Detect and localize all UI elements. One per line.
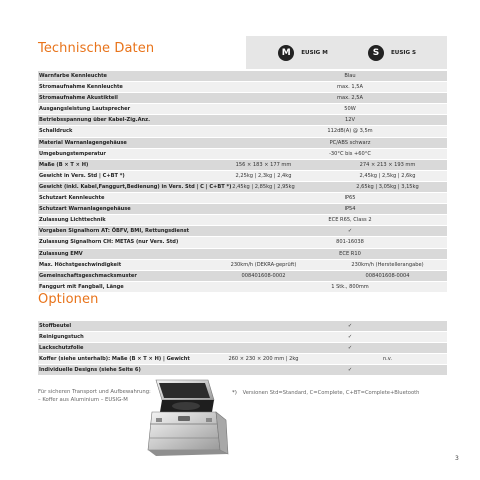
row-value: 1 Stk., 800mm — [331, 283, 369, 290]
option-row — [38, 321, 447, 332]
row-value: ✓ — [347, 334, 353, 341]
page-number: 3 — [455, 455, 459, 462]
option-row — [38, 354, 447, 365]
row-label: Schutzart Kennleuchte — [39, 195, 105, 202]
model-m-logo-icon: M — [278, 45, 294, 61]
row-value: PC/ABS schwarz — [329, 139, 371, 146]
row-label: Stromaufnahme Akustikteil — [39, 95, 118, 102]
footnote-text: Versionen Std=Standard, C=Complete, C+BT=Complete+Bluetooth — [242, 390, 420, 396]
row-value-s: 008401608-0004 — [365, 272, 410, 279]
row-value: max. 1,5A — [337, 84, 363, 91]
row-value: ✓ — [347, 323, 353, 329]
row-value-s: 2,45kg | 2,5kg | 2,6kg — [359, 172, 416, 179]
spec-row — [38, 149, 447, 160]
spec-row — [38, 115, 447, 126]
row-value: 801-16038 — [336, 239, 364, 246]
spec-row — [38, 71, 447, 82]
row-value: ✓ — [347, 345, 353, 352]
row-label: Koffer (siehe unterhalb): Maße (B × T × H) | Gewicht — [39, 356, 190, 363]
row-label: Gewicht (inkl. Kabel,Fanggurt,Bedienung) in Vers. Std | C | C+BT *) — [39, 183, 232, 190]
row-value-m: 230km/h (DEKRA-geprüft) — [230, 261, 297, 268]
specs-table — [38, 71, 447, 293]
row-label: Ausgangsleistung Lautsprecher — [39, 106, 131, 113]
row-value: 12V — [345, 117, 355, 124]
spec-row — [38, 82, 447, 93]
row-value: 112dB(A) @ 3,5m — [327, 128, 373, 135]
model-m-name: EUSIG M — [301, 49, 328, 56]
row-label: Gewicht in Vers. Std | C+BT *) — [39, 172, 125, 179]
model-s-logo-icon: S — [368, 45, 384, 61]
spec-row — [38, 193, 447, 204]
spec-row — [38, 237, 447, 248]
row-label: Schalldruck — [39, 128, 73, 135]
row-value: ECE R10 — [339, 250, 361, 257]
row-value: max. 2,5A — [337, 95, 363, 102]
footnote-mark: *) — [232, 390, 237, 396]
spec-row — [38, 126, 447, 137]
spec-row — [38, 215, 447, 226]
section-title-technical-data: Technische Daten — [38, 41, 155, 56]
row-value-m: 008401608-0002 — [241, 272, 286, 279]
option-row — [38, 332, 447, 343]
row-label: Zulassung Lichttechnik — [39, 217, 106, 224]
model-header-s — [337, 36, 447, 69]
row-value-m: 260 × 230 × 200 mm | 2kg — [228, 356, 299, 363]
row-label: Lackschutzfolie — [39, 345, 84, 352]
row-label: Individuelle Designs (siehe Seite 6) — [39, 367, 141, 374]
row-label: Fanggurt mit Fangball, Länge — [39, 283, 124, 290]
footnote — [232, 390, 419, 396]
row-value-m: 2,45kg | 2,85kg | 2,95kg — [232, 183, 295, 190]
row-value-s: 230km/h (Herstellerangabe) — [351, 261, 424, 268]
spec-row — [38, 138, 447, 149]
row-label: Zulassung Signalhorn CH: METAS (nur Vers. Std) — [39, 239, 179, 246]
row-value-m: 156 × 183 × 177 mm — [235, 161, 292, 168]
row-value-m: 2,25kg | 2,3kg | 2,4kg — [235, 172, 292, 179]
caption-line-1: Für sicheren Transport und Aufbewahrung: — [38, 389, 151, 395]
option-row — [38, 365, 447, 376]
row-label: Gemeinschaftsgeschmacksmuster — [39, 272, 137, 279]
row-label: Reinigungstuch — [39, 334, 84, 341]
spec-row — [38, 282, 447, 293]
row-value-s: 2,65kg | 3,05kg | 3,15kg — [356, 183, 419, 190]
row-value: Blau — [344, 73, 356, 79]
spec-row — [38, 271, 447, 282]
spec-row — [38, 182, 447, 193]
case-caption — [38, 389, 151, 404]
row-value: ECE R65, Class 2 — [328, 217, 372, 224]
aluminium-case-image — [142, 378, 230, 460]
option-row — [38, 343, 447, 354]
options-table — [38, 321, 447, 376]
row-value: 50W — [344, 106, 356, 113]
row-value: ✓ — [347, 367, 353, 374]
spec-row — [38, 260, 447, 271]
section-title-options: Optionen — [38, 292, 99, 307]
spec-row — [38, 104, 447, 115]
row-value: IP54 — [344, 206, 356, 213]
row-value-s: 274 × 213 × 193 mm — [359, 161, 416, 168]
row-label: Stoffbeutel — [39, 323, 72, 329]
caption-line-2: – Koffer aus Aluminium – EUSIG-M — [38, 396, 128, 403]
row-label: Maße (B × T × H) — [39, 161, 89, 168]
spec-row — [38, 249, 447, 260]
row-value: -30°C bis +60°C — [329, 150, 371, 157]
model-s-name: EUSIG S — [390, 49, 417, 56]
row-label: Umgebungstemperatur — [39, 150, 106, 157]
row-label: Betriebsspannung über Kabel-Zig.Anz. — [39, 117, 151, 124]
row-label: Stromaufnahme Kennleuchte — [39, 84, 123, 91]
row-value-s: n.v. — [382, 356, 393, 363]
row-label: Material Warnanlagengehäuse — [39, 139, 127, 146]
spec-row — [38, 226, 447, 237]
row-label: Vorgaben Signalhorn AT: ÖBFV, BMI, Rettungsdienst — [39, 228, 190, 235]
row-value: ✓ — [347, 228, 353, 235]
row-label: Max. Höchstgeschwindigkeit — [39, 261, 122, 268]
row-value: IP65 — [344, 195, 356, 202]
spec-row — [38, 204, 447, 215]
row-label: Schutzart Warnanlagengehäuse — [39, 206, 131, 213]
row-label: Warnfarbe Kennleuchte — [39, 73, 107, 79]
spec-row — [38, 171, 447, 182]
row-label: Zulassung EMV — [39, 250, 83, 257]
spec-row — [38, 93, 447, 104]
spec-row — [38, 160, 447, 171]
